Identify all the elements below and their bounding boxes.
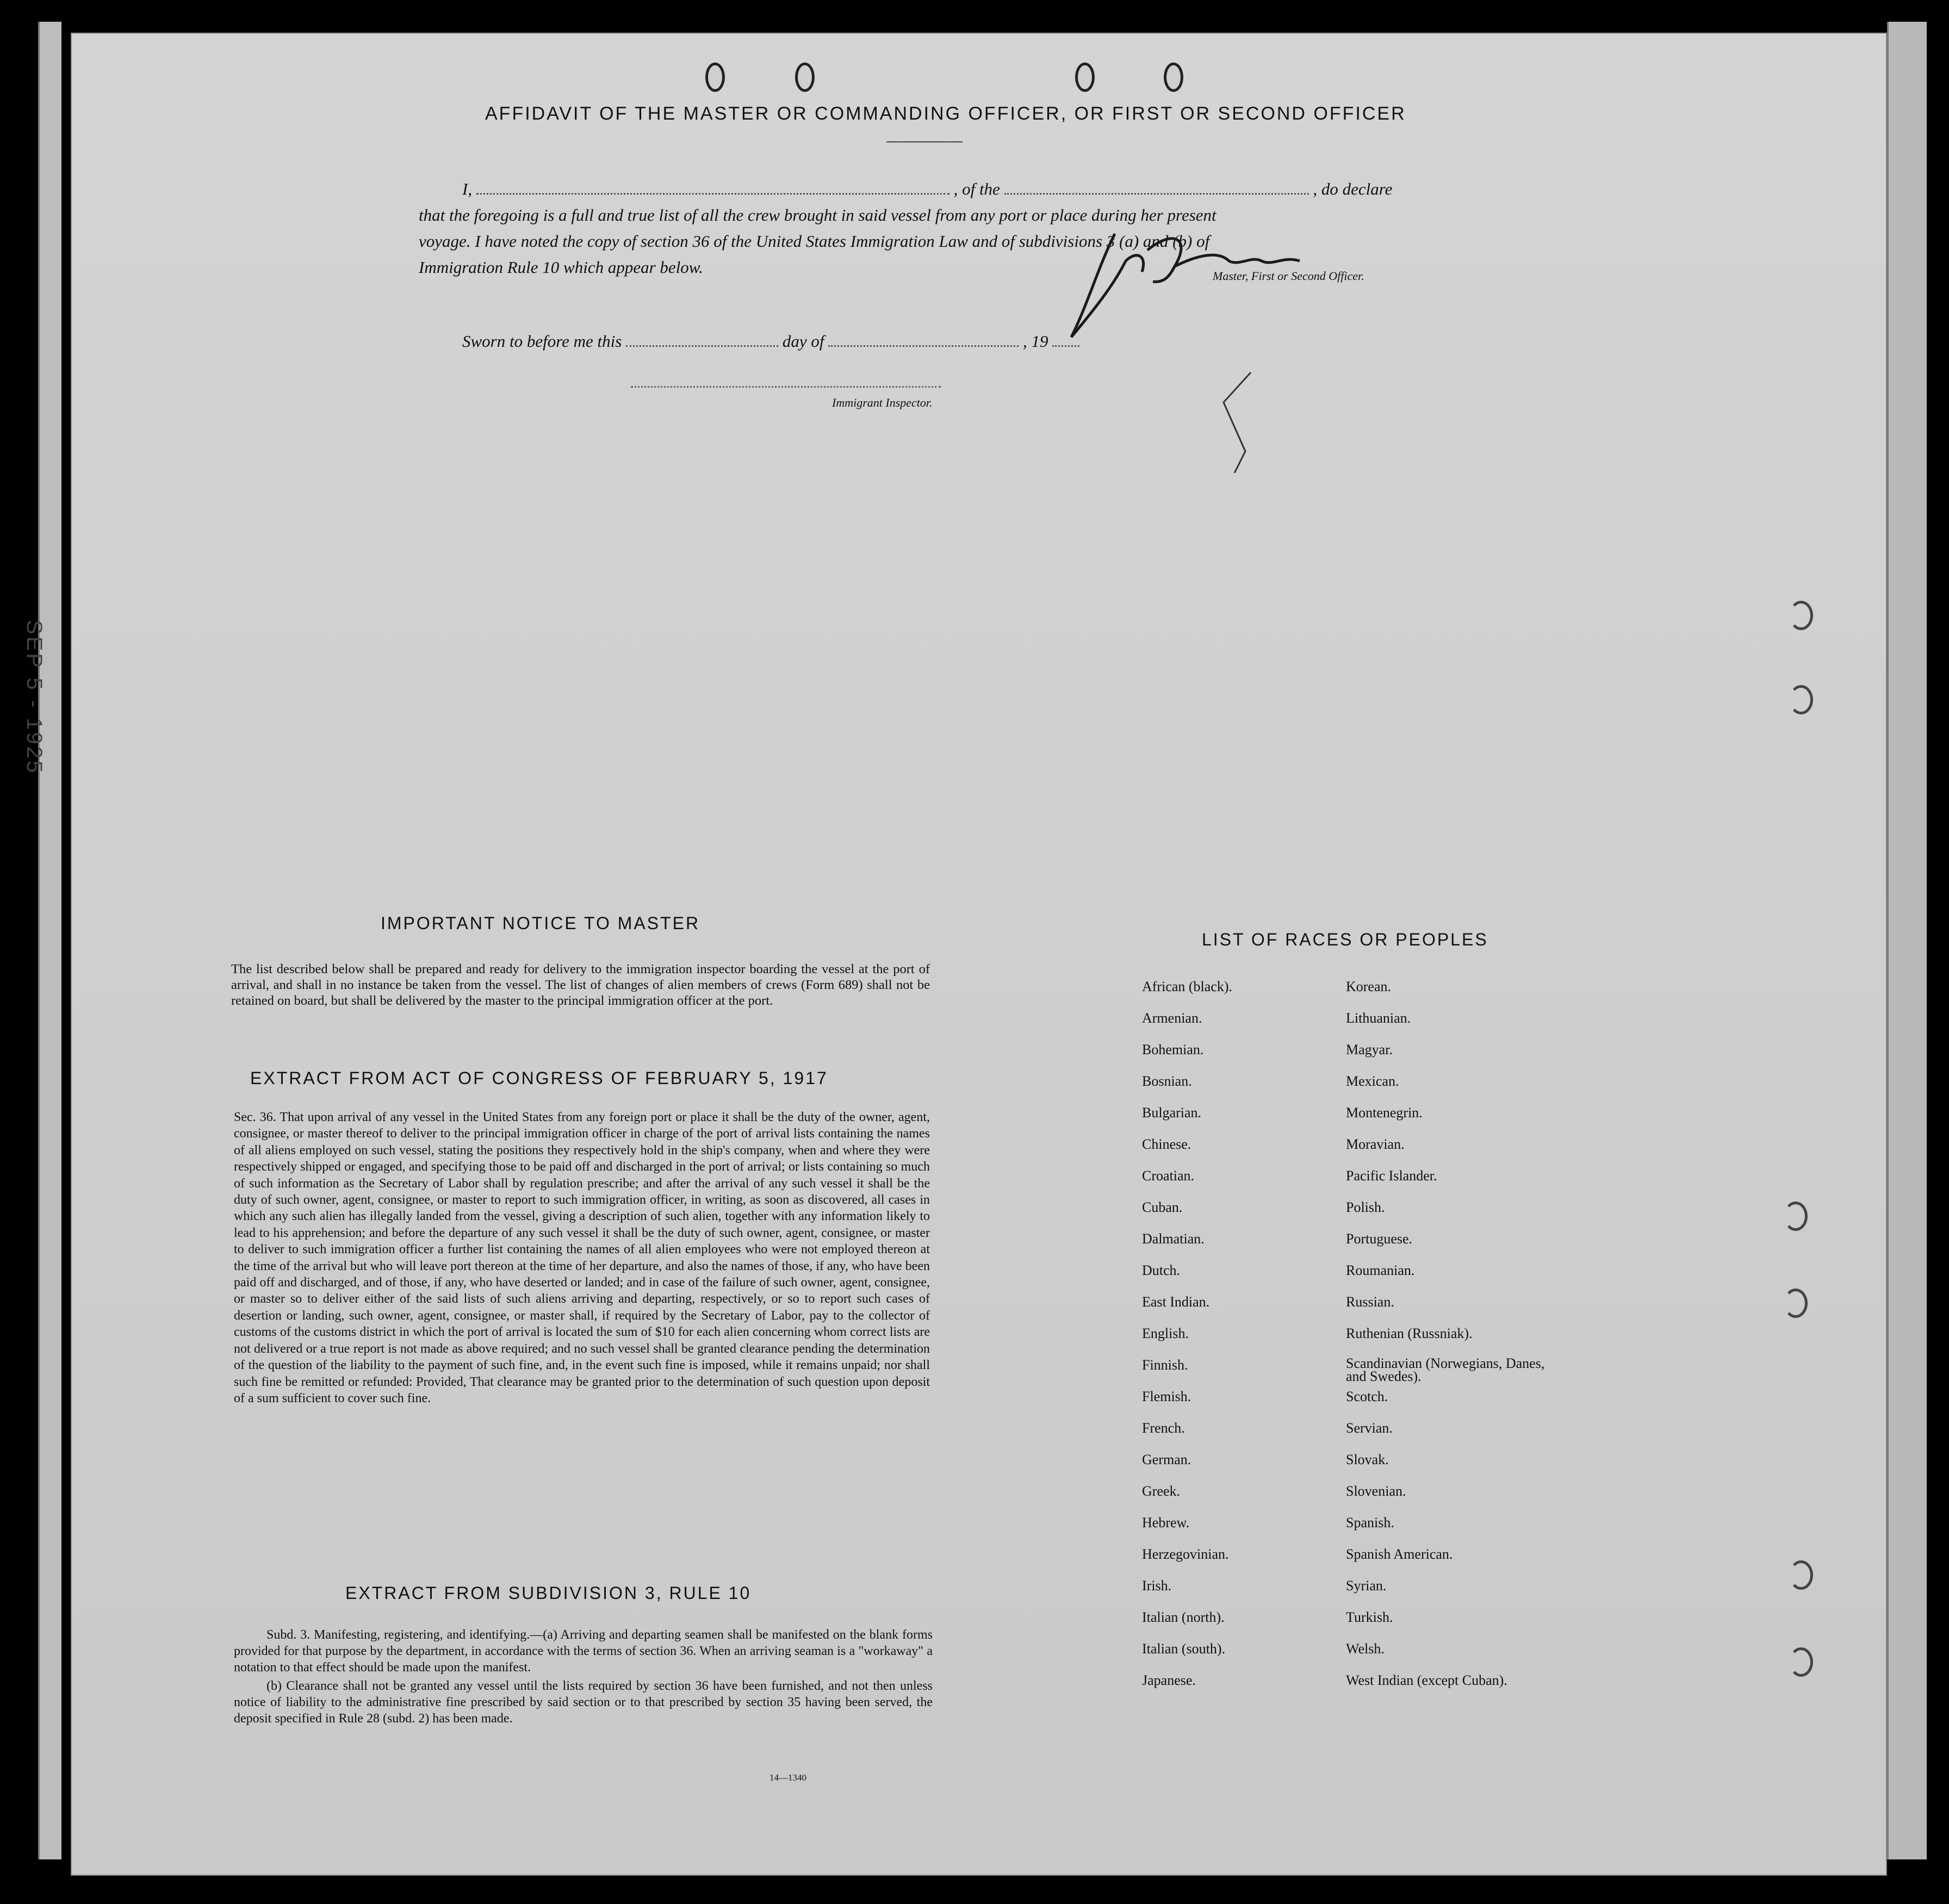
race-item: Spanish. bbox=[1346, 1515, 1394, 1530]
rule-para-b: (b) Clearance shall not be granted any vessel until the lists required by section 36 have been furnished, and not then unless notice of liability to the administrative fine prescribed by said section or to that prescribed by section 35 having been served, the deposit specified in Rule 28 (subd. 2) has been made. bbox=[234, 1679, 933, 1726]
signature-caption: Master, First or Second Officer. bbox=[1213, 269, 1364, 283]
punch-hole-icon bbox=[1075, 63, 1095, 92]
affidavit-line-2: that the foregoing is a full and true list of all the crew brought in said vessel from any port or place during her present bbox=[419, 206, 1216, 225]
race-item: Pacific Islander. bbox=[1346, 1168, 1437, 1184]
race-item: Portuguese. bbox=[1346, 1231, 1413, 1247]
form-number: 14—1340 bbox=[769, 1772, 806, 1783]
race-item: Chinese. bbox=[1142, 1136, 1191, 1152]
race-item: Dutch. bbox=[1142, 1262, 1181, 1278]
of-the-label: , of the bbox=[953, 179, 1000, 198]
declare-label: , do declare bbox=[1313, 179, 1393, 198]
date-stamp: SEP 5 - 1925 bbox=[22, 620, 46, 775]
race-item: Scotch. bbox=[1346, 1389, 1388, 1404]
race-item: Mexican. bbox=[1346, 1073, 1399, 1089]
race-item: Hebrew. bbox=[1142, 1515, 1190, 1530]
race-item: Japanese. bbox=[1142, 1672, 1196, 1688]
race-item: Croatian. bbox=[1142, 1168, 1195, 1184]
race-item: Armenian. bbox=[1142, 1010, 1202, 1026]
race-item: Bosnian. bbox=[1142, 1073, 1192, 1089]
document-page bbox=[71, 33, 1887, 1876]
master-name-field bbox=[476, 193, 949, 195]
affidavit-title: AFFIDAVIT OF THE MASTER OR COMMANDING OFFICER, OR FIRST OR SECOND OFFICER bbox=[485, 103, 1406, 124]
race-item: Magyar. bbox=[1346, 1042, 1393, 1057]
race-item: Herzegovinian. bbox=[1142, 1546, 1229, 1562]
act-extract-title: EXTRACT FROM ACT OF CONGRESS OF FEBRUARY 5, 1917 bbox=[250, 1068, 828, 1088]
race-item: Montenegrin. bbox=[1346, 1105, 1423, 1121]
race-item: Cuban. bbox=[1142, 1199, 1183, 1215]
sworn-line bbox=[462, 332, 1079, 351]
title-underline bbox=[886, 141, 963, 142]
race-item: West Indian (except Cuban). bbox=[1346, 1672, 1507, 1688]
race-item: Russian. bbox=[1346, 1294, 1394, 1310]
act-extract-text: Sec. 36. That upon arrival of any vessel in the United States from any foreign port or place it shall be the duty of the owner, agent, consignee, or master thereof to deliver to the principal immigration officer in charge of the port of arrival lists containing the names of all aliens employed on such vessel, stating the positions they respectively hold in the ship's company, when and where they were respectively shipped or engaged, and specifying those to be paid off and discharged in the port of arrival; or lists containing so much of such information as the Secretary of Labor shall by regulation prescribe; and after the arrival of any such vessel it shall be the duty of such owner, agent, consignee, or master to report to such immigration officer, in writing, as soon as discovered, all cases in which any such alien has illegally landed from the vessel, giving a description of such alien, together with any information likely to lead to his apprehension; and before the departure of any such vessel it shall be the duty of such owner, agent, consignee, or master to deliver to such immigration officer a further list containing the names of all alien employees who were not employed thereon at the time of the arrival but who will leave port thereon at the time of her departure, and also the names of those, if any, who have been paid off and discharged, and of those, if any, who have deserted or landed; and in case of the failure of such owner, agent, consignee, or master so to deliver either of the said lists of such aliens arriving and departing, respectively, or so to report such cases of desertion or landing, such owner, agent, consignee, or master shall, if required by the Secretary of Labor, pay to the collector of customs of the customs district in which the port of arrival is located the sum of $10 for each alien concerning whom correct lists are not delivered or a true report is not made as above required; and no such vessel shall be granted clearance pending the determination of the question of the liability to the payment of such fine, and, in the event such fine is imposed, while it remains unpaid; nor shall such fine be remitted or refunded: Provided, That clearance may be granted prior to the determination of such question upon deposit of a sum sufficient to cover such fine. bbox=[234, 1110, 930, 1405]
sworn-label: Sworn to before me this bbox=[462, 332, 622, 351]
right-page-edge bbox=[1887, 22, 1927, 1859]
rule-extract-title: EXTRACT FROM SUBDIVISION 3, RULE 10 bbox=[345, 1583, 752, 1603]
race-item: Dalmatian. bbox=[1142, 1231, 1205, 1247]
race-item: Spanish American. bbox=[1346, 1546, 1453, 1562]
sworn-month-field bbox=[828, 345, 1019, 347]
race-item: African (black). bbox=[1142, 979, 1233, 994]
year-label: , 19 bbox=[1022, 332, 1048, 351]
race-item: German. bbox=[1142, 1452, 1191, 1467]
binder-ring-icon bbox=[1784, 1202, 1808, 1231]
day-of-label: day of bbox=[782, 332, 824, 351]
binder-ring-icon bbox=[1789, 1647, 1813, 1677]
races-right-column bbox=[1346, 979, 1650, 1740]
race-item: Flemish. bbox=[1142, 1389, 1191, 1404]
races-left-column bbox=[1142, 979, 1349, 1740]
race-item: French. bbox=[1142, 1420, 1185, 1436]
race-item: Welsh. bbox=[1346, 1641, 1385, 1657]
inspector-caption: Immigrant Inspector. bbox=[832, 396, 933, 409]
race-item: Servian. bbox=[1346, 1420, 1393, 1436]
race-item: Scandinavian (Norwegians, Danes, and Swedes). bbox=[1346, 1355, 1545, 1384]
race-item: Finnish. bbox=[1142, 1357, 1188, 1373]
race-item: Irish. bbox=[1142, 1578, 1172, 1594]
race-item: Bohemian. bbox=[1142, 1042, 1204, 1057]
notice-title: IMPORTANT NOTICE TO MASTER bbox=[381, 913, 700, 933]
race-item: East Indian. bbox=[1142, 1294, 1210, 1310]
race-item: Ruthenian (Russniak). bbox=[1346, 1326, 1473, 1341]
race-item: Korean. bbox=[1346, 979, 1392, 994]
race-item: Moravian. bbox=[1346, 1136, 1405, 1152]
race-item: Turkish. bbox=[1346, 1609, 1393, 1625]
races-title: LIST OF RACES OR PEOPLES bbox=[1202, 930, 1488, 949]
race-item: Polish. bbox=[1346, 1199, 1385, 1215]
sworn-year-field bbox=[1052, 345, 1079, 347]
affidavit-line-3: voyage. I have noted the copy of section 36 of the United States Immigration Law and of subdivisions 3 (a) and (b) of bbox=[419, 232, 1210, 251]
rule-extract-body bbox=[234, 1627, 933, 1729]
binder-ring-icon bbox=[1789, 685, 1813, 714]
race-item: Roumanian. bbox=[1346, 1262, 1415, 1278]
affidavit-line-4: Immigration Rule 10 which appear below. bbox=[419, 258, 703, 277]
binder-ring-icon bbox=[1789, 1560, 1813, 1590]
sworn-day-field bbox=[626, 345, 778, 347]
binder-ring-icon bbox=[1789, 601, 1813, 630]
race-item: Italian (north). bbox=[1142, 1609, 1225, 1625]
race-item: Syrian. bbox=[1346, 1578, 1387, 1594]
affidavit-line-1 bbox=[462, 179, 1392, 199]
check-mark bbox=[1213, 370, 1256, 473]
race-item: English. bbox=[1142, 1326, 1189, 1341]
punch-hole-icon bbox=[795, 63, 815, 92]
punch-hole-icon bbox=[1164, 63, 1183, 92]
race-item: Bulgarian. bbox=[1142, 1105, 1202, 1121]
left-page-edge bbox=[38, 22, 61, 1859]
rule-para-a: Subd. 3. Manifesting, registering, and identifying.—(a) Arriving and departing seamen shall be manifested on the blank forms provided for that purpose by the department, in accordance with the terms of section 36. When an arriving seaman is a "workaway" a notation to that effect should be made upon the manifest. bbox=[234, 1628, 933, 1675]
inspector-signature-field bbox=[631, 386, 941, 388]
binder-ring-icon bbox=[1784, 1289, 1808, 1318]
vessel-name-field bbox=[1004, 193, 1309, 195]
race-item: Lithuanian. bbox=[1346, 1010, 1411, 1026]
race-item: Greek. bbox=[1142, 1483, 1181, 1499]
affidavit-i-label: I, bbox=[462, 179, 473, 198]
race-item: Slovenian. bbox=[1346, 1483, 1406, 1499]
race-item: Italian (south). bbox=[1142, 1641, 1226, 1657]
notice-text: The list described below shall be prepared and ready for delivery to the immigration inspector boarding the vessel at the port of arrival, and shall in no instance be taken from the vessel. The list of changes of alien members of crews (Form 689) shall not be retained on board, but shall be delivered by the master to the principal immigration officer at the port. bbox=[231, 962, 930, 1008]
punch-hole-icon bbox=[705, 63, 725, 92]
race-item: Slovak. bbox=[1346, 1452, 1389, 1467]
